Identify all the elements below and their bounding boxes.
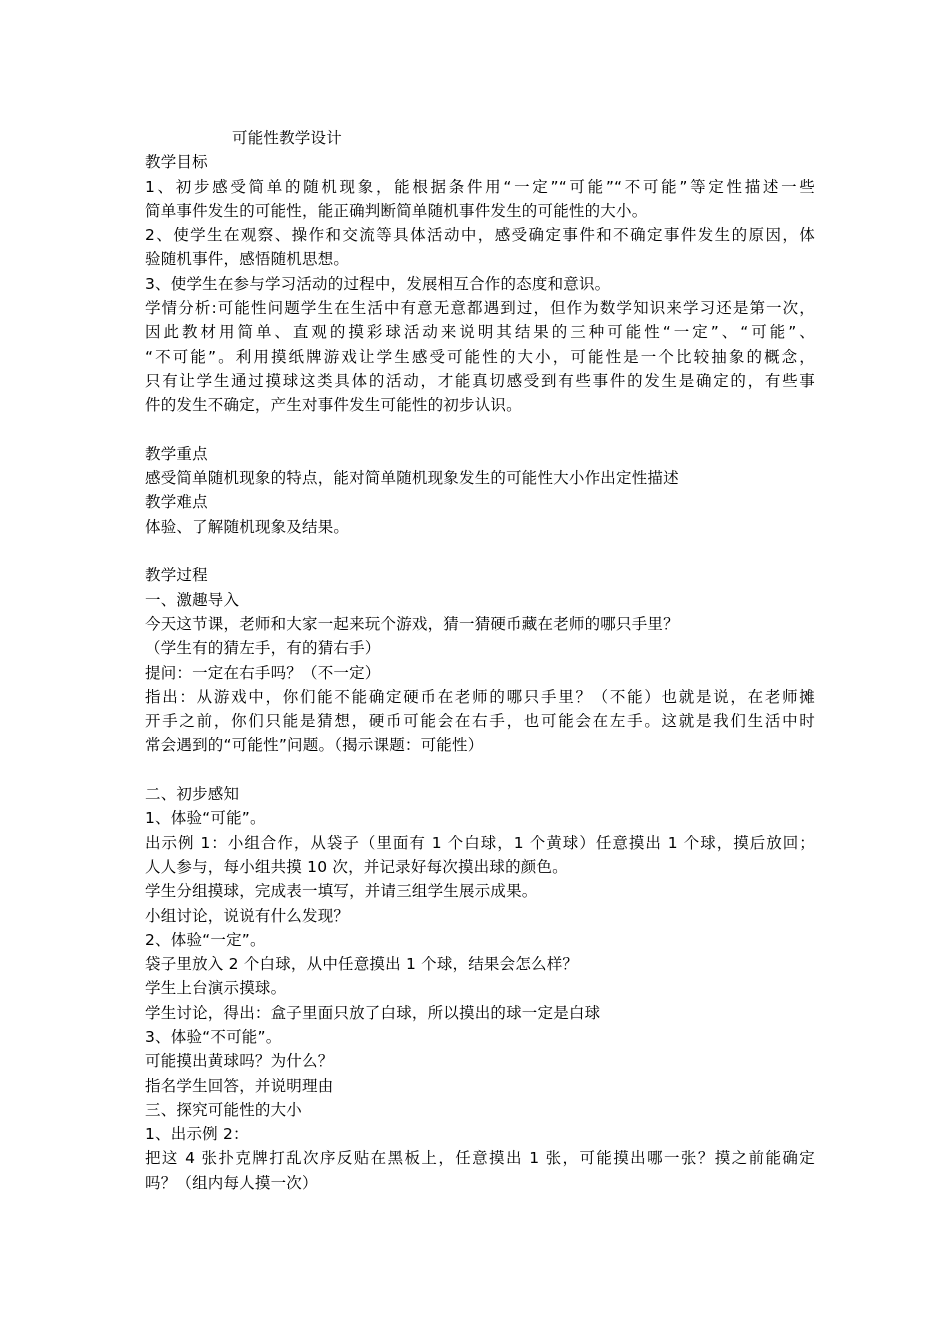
text-line: 袋子里放入 2 个白球，从中任意摸出 1 个球，结果会怎么样？	[145, 955, 579, 974]
text-line: 2、使学生在观察、操作和交流等具体活动中，感受确定事件和不确定事件发生的原因，体	[145, 226, 815, 245]
text-line: 今天这节课，老师和大家一起来玩个游戏，猜一猜硬币藏在老师的哪只手里？	[145, 614, 679, 633]
text-line: 1、体验“可能”。	[145, 809, 266, 828]
text-line: 2、体验“一定”。	[145, 930, 266, 949]
text-line: 学情分析:可能性问题学生在生活中有意无意都遇到过，但作为数学知识来学习还是第一次，	[145, 299, 815, 318]
text-line: 因此教材用简单、直观的摸彩球活动来说明其结果的三种可能性“一定”、“可能”、	[145, 323, 815, 342]
text-line: 把这 4 张扑克牌打乱次序反贴在黑板上，任意摸出 1 张，可能摸出哪一张？摸之前能确定	[145, 1149, 815, 1168]
blank-line	[145, 539, 815, 563]
text-line: 小组讨论，说说有什么发现？	[145, 906, 350, 925]
text-line: 指名学生回答，并说明理由	[145, 1076, 334, 1095]
text-line: 三、探究可能性的大小	[145, 1100, 303, 1119]
text-line: 教学难点	[145, 493, 208, 512]
text-line: 简单事件发生的可能性，能正确判断简单随机事件发生的可能性的大小。	[145, 201, 648, 220]
text-line: 学生上台演示摸球。	[145, 979, 287, 998]
text-line: （学生有的猜左手，有的猜右手）	[145, 639, 381, 658]
text-line: 可能摸出黄球吗？为什么？	[145, 1052, 334, 1071]
text-line: 1、出示例 2：	[145, 1125, 249, 1144]
text-line: 人人参与，每小组共摸 10 次，并记录好每次摸出球的颜色。	[145, 857, 568, 876]
text-line: 3、使学生在参与学习活动的过程中，发展相互合作的态度和意识。	[145, 274, 611, 293]
text-line: 3、体验“不可能”。	[145, 1027, 282, 1046]
text-line: 教学目标	[145, 153, 208, 172]
text-line: “不可能”。利用摸纸牌游戏让学生感受可能性的大小，可能性是一个比较抽象的概念，	[145, 347, 815, 366]
text-line: 吗？（组内每人摸一次）	[145, 1173, 318, 1192]
document-lines	[145, 150, 815, 1195]
text-line: 感受简单随机现象的特点，能对简单随机现象发生的可能性大小作出定性描述	[145, 469, 679, 488]
text-line: 一、激趣导入	[145, 590, 240, 609]
text-line: 体验、了解随机现象及结果。	[145, 517, 350, 536]
text-line: 件的发生不确定，产生对事件发生可能性的初步认识。	[145, 396, 522, 415]
text-line: 教学过程	[145, 566, 208, 585]
blank-line	[145, 758, 815, 782]
blank-line	[145, 418, 815, 442]
text-line: 只有让学生通过摸球这类具体的活动，才能真切感受到有些事件的发生是确定的，有些事	[145, 371, 815, 390]
text-line: 提问：一定在右手吗？（不一定）	[145, 663, 381, 682]
text-line: 1、初步感受简单的随机现象，能根据条件用“一定”“可能”“不可能”等定性描述一些	[145, 177, 815, 196]
text-line: 学生分组摸球，完成表一填写，并请三组学生展示成果。	[145, 882, 538, 901]
text-line: 学生讨论，得出：盒子里面只放了白球，所以摸出的球一定是白球	[145, 1003, 601, 1022]
text-line: 常会遇到的“可能性”问题。（揭示课题：可能性）	[145, 736, 484, 755]
document-body	[145, 126, 815, 1195]
text-line: 验随机事件，感悟随机思想。	[145, 250, 350, 269]
text-line: 二、初步感知	[145, 785, 240, 804]
document-title: 可能性教学设计	[232, 129, 342, 147]
text-line: 开手之前，你们只能是猜想，硬币可能会在右手，也可能会在左手。这就是我们生活中时	[145, 712, 815, 731]
text-line: 指出：从游戏中，你们能不能确定硬币在老师的哪只手里？（不能）也就是说，在老师摊	[145, 687, 815, 706]
text-line: 教学重点	[145, 444, 208, 463]
text-line: 出示例 1：小组合作，从袋子（里面有 1 个白球，1 个黄球）任意摸出 1 个球，摸后放回；	[145, 833, 815, 852]
